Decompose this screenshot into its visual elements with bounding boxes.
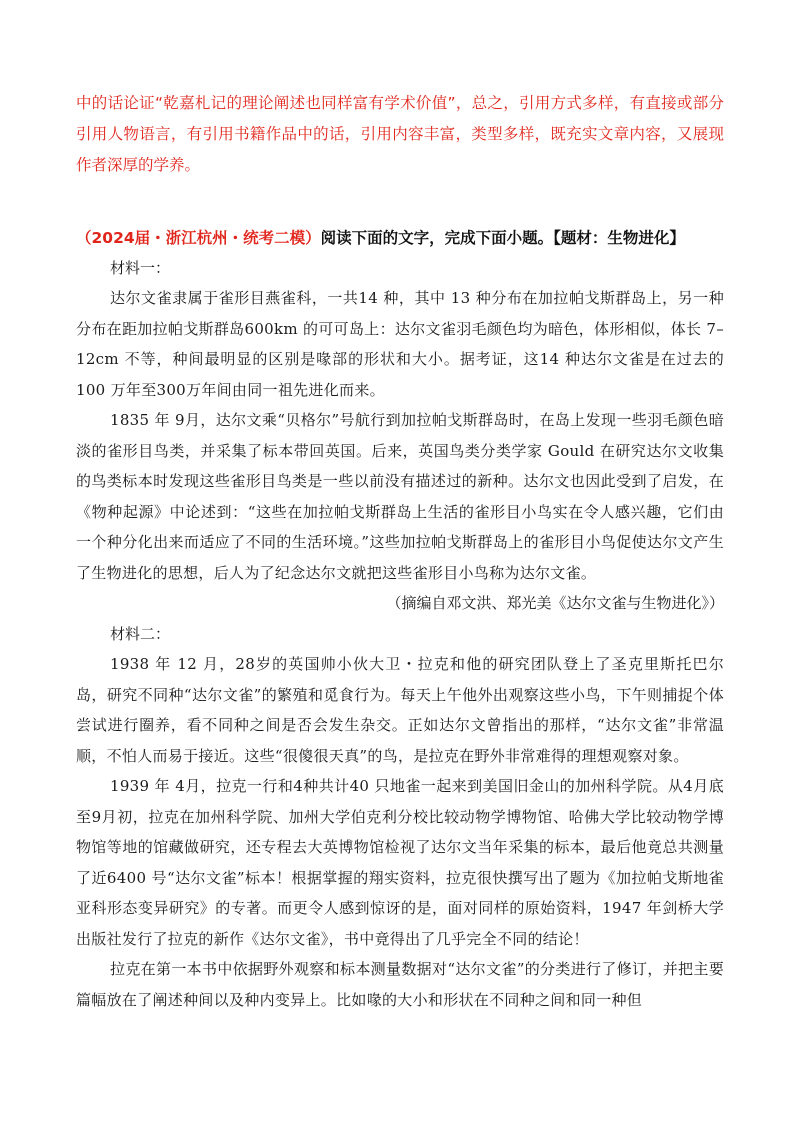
material-2-paragraph: 1938 年 12 月，28岁的英国帅小伙大卫・拉克和他的研究团队登上了圣克里斯托巴尔岛，研究不同种“达尔文雀”的繁殖和觅食行为。每天上午他外出观察这些小鸟，下午则捕捉个体尝试进行圈养，看不同种之间是否会发生杂交。正如达尔文曾指出的那样，“达尔文雀”非常温顺，不怕人而易于接近。这些“很傻很天真”的鸟，是拉克在野外非常难得的理想观察对象。	[76, 655, 724, 765]
question-instruction: 阅读下面的文字，完成下面小题。【题材：生物进化】	[320, 229, 685, 247]
material-1-paragraph: 1835 年 9月，达尔文乘“贝格尔”号航行到加拉帕戈斯群岛时，在岛上发现一些羽毛颜色暗淡的雀形目鸟类，并采集了标本带回英国。后来，英国鸟类分类学家 Gould 在研究达尔文收集的鸟类标本时发现这些雀形目鸟类是一些以前没有描述过的新种。达尔文也因此受到了启发，在《物种起源》中论述到：“这些在加拉帕戈斯群岛上生活的雀形目小鸟实在令人感兴趣，它们由一个种分化出来而适应了不同的生活环境。”这些加拉帕戈斯群岛上的雀形目小鸟促使达尔文产生了生物进化的思想，后人为了纪念达尔文就把这些雀形目小鸟称为达尔文雀。	[76, 411, 724, 582]
material-1-paragraph: 达尔文雀隶属于雀形目燕雀科，一共14 种，其中 13 种分布在加拉帕戈斯群岛上，另一种分布在距加拉帕戈斯群岛600km 的可可岛上：达尔文雀羽毛颜色均为暗色，体形相似，体长 7–12cm 不等，种间最明显的区别是喙部的形状和大小。据考证，这14 种达尔文雀是在过去的100 万年至300万年间由同一祖先进化而来。	[76, 289, 724, 399]
material-2-paragraph: 1939 年 4月，拉克一行和4种共计40 只地雀一起来到美国旧金山的加州科学院。从4月底至9月初，拉克在加州科学院、加州大学伯克利分校比较动物学博物馆、哈佛大学比较动物学博物馆等地的馆藏做研究，还专程去大英博物馆检视了达尔文当年采集的标本，最后他竟总共测量了近6400 号“达尔文雀”标本！根据掌握的翔实资料，拉克很快撰写出了题为《加拉帕戈斯地雀亚科形态变异研究》的专著。而更令人感到惊讶的是，面对同样的原始资料，1947 年剑桥大学出版社发行了拉克的新作《达尔文雀》，书中竟得出了几乎完全不同的结论！	[76, 777, 724, 948]
answer-analysis-text: 中的话论证“乾嘉札记的理论阐述也同样富有学术价值”，总之，引用方式多样，有直接或部分引用人物语言，有引用书籍作品中的话，引用内容丰富，类型多样，既充实文章内容，又展现作者深厚的学养。	[76, 94, 724, 174]
material-2-paragraph: 拉克在第一本书中依据野外观察和标本测量数据对“达尔文雀”的分类进行了修订，并把主要篇幅放在了阐述种间以及种内变异上。比如喙的大小和形状在不同种之间和同一种但	[76, 960, 724, 1009]
question-source: （2024届・浙江杭州・统考二模）	[76, 229, 321, 247]
answer-analysis-block	[76, 88, 724, 181]
question-header	[76, 223, 724, 253]
material-1-citation: （摘编自邓文洪、郑光美《达尔文雀与生物进化》）	[386, 594, 724, 612]
material-2-label: 材料二：	[110, 625, 171, 643]
material-1-label: 材料一：	[110, 259, 171, 277]
